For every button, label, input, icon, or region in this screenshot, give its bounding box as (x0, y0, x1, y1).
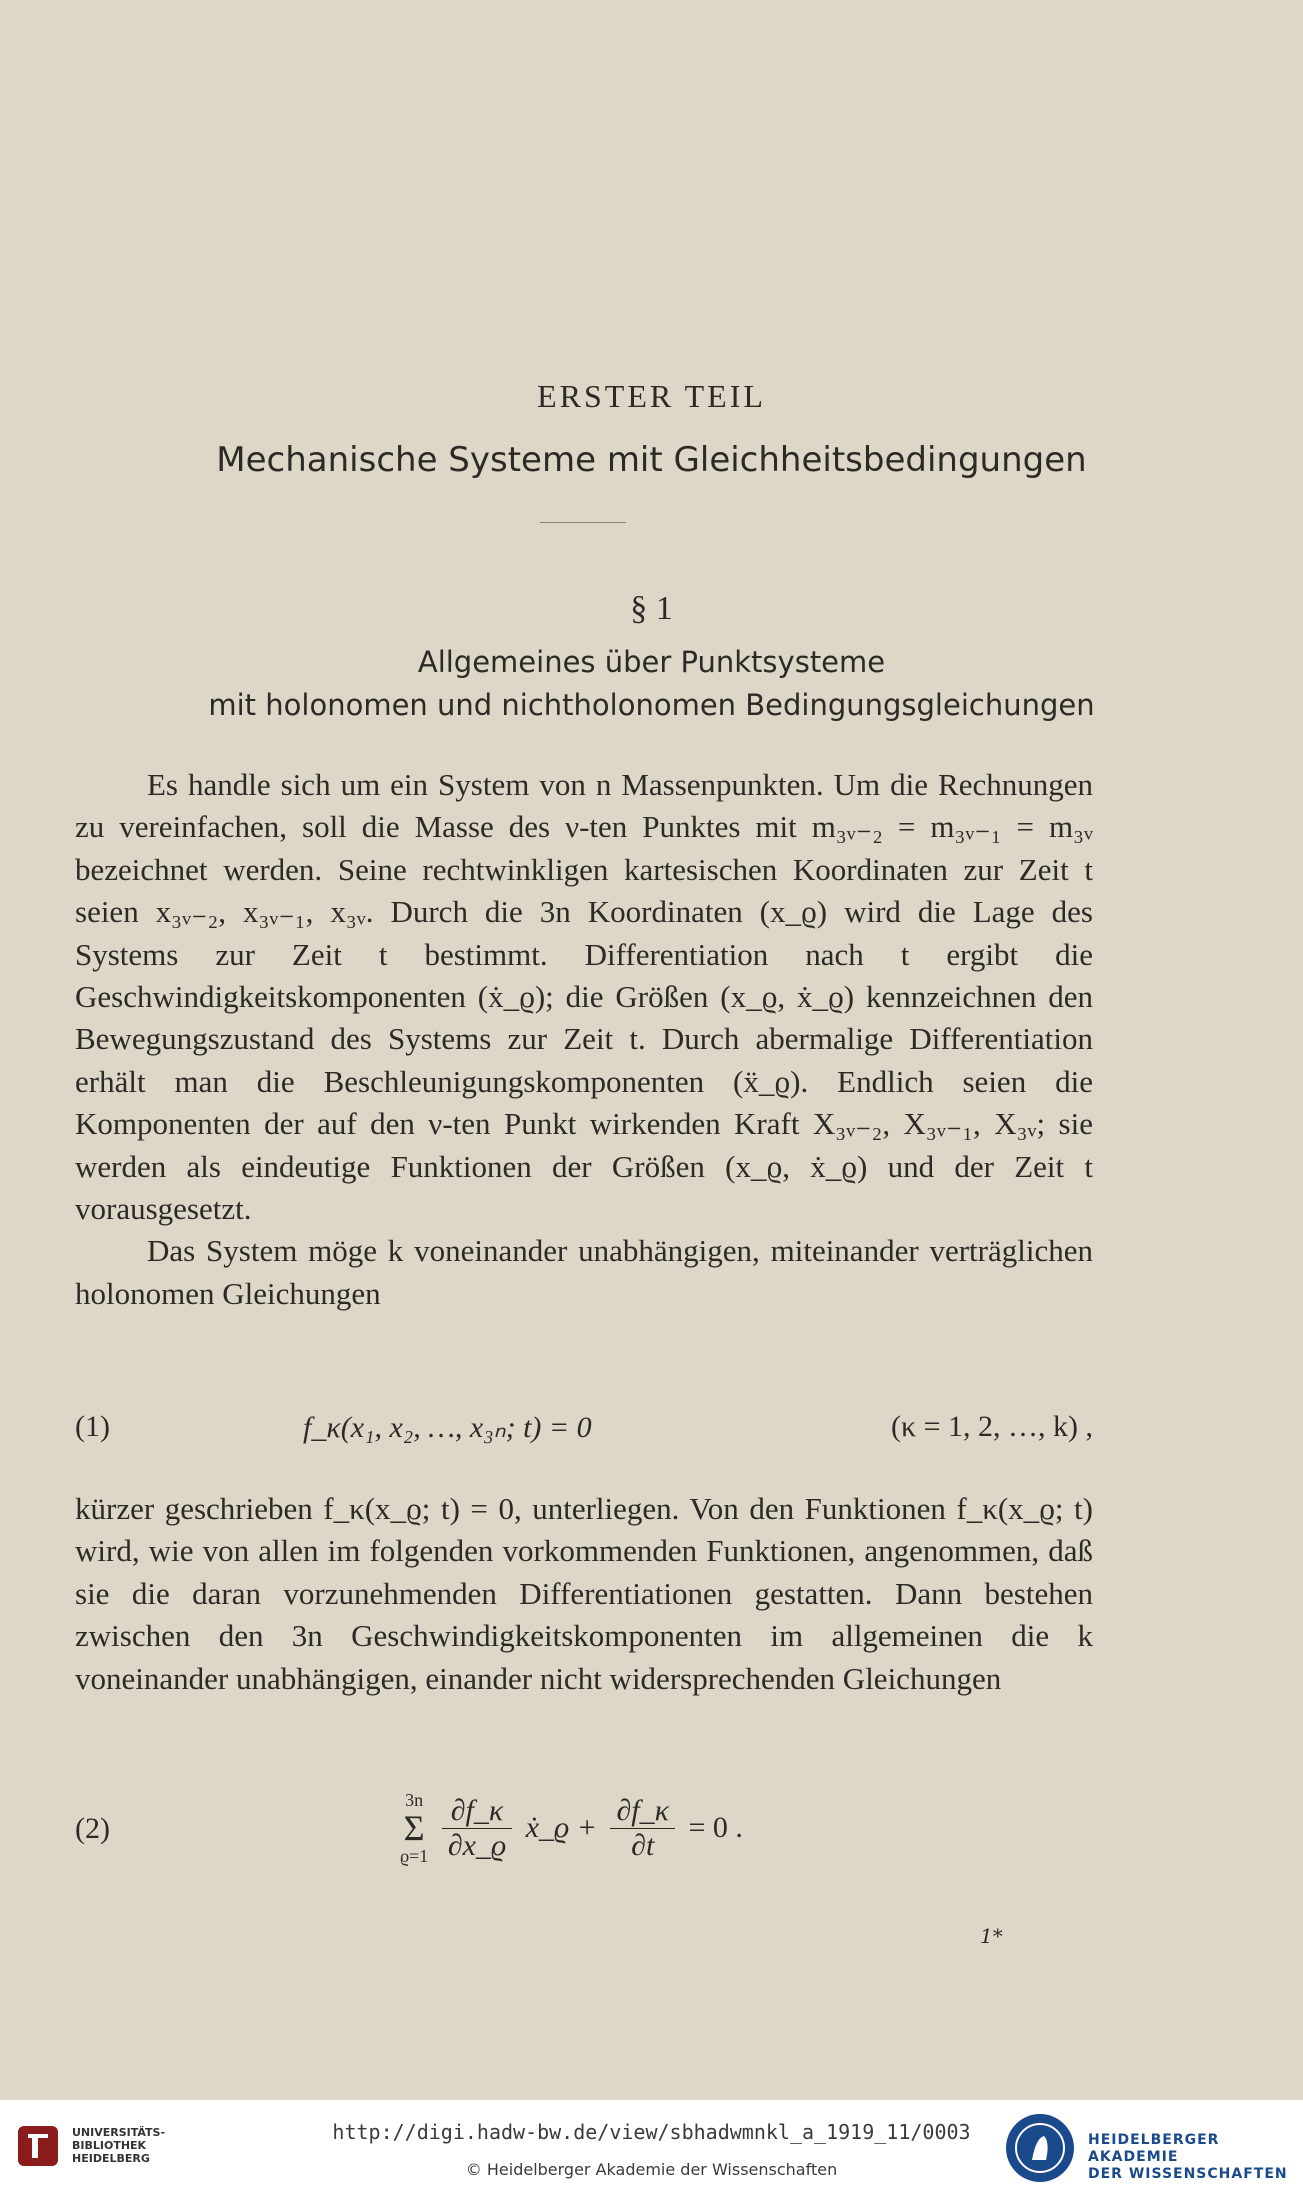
equation-1-condition: (κ = 1, 2, …, k) , (890, 1410, 1093, 1443)
velocity-term: ẋ_ϱ + (525, 1811, 597, 1844)
divider (540, 522, 626, 523)
source-url-link[interactable]: http://digi.hadw-bw.de/view/sbhadwmnkl_a_1919_11/0003 (332, 2120, 971, 2144)
fraction-1-numerator: ∂f_κ (442, 1794, 512, 1829)
summation (400, 1790, 428, 1866)
section-title-line-2: mit holonomen und nichtholonomen Bedingungsgleichungen (208, 688, 1095, 722)
equation-1-number: (1) (75, 1410, 110, 1443)
paragraph-1: Es handle sich um ein System von n Massenpunkten. Um die Rechnungen zu vereinfachen, soll die Masse des ν-ten Punktes mit m₃ᵥ₋₂ = m₃ᵥ₋₁ = m₃ᵥ bezeichnet werden. Seine rechtwinkligen kartesischen Koordinaten zur Zeit t seien x₃ᵥ₋₂, x₃ᵥ₋₁, x₃ᵥ. Durch die 3n Koordinaten (x_ϱ) wird die Lage des Systems zur Zeit t bestimmt. Differentiation nach t ergibt die Geschwindigkeitskomponenten (ẋ_ϱ); die Größen (x_ϱ, ẋ_ϱ) kennzeichnen den Bewegungszustand des Systems zur Zeit t. Durch abermalige Differentiation erhält man die Beschleunigungskomponenten (ẍ_ϱ). Endlich seien die Komponenten der auf den ν-ten Punkt wirkenden Kraft X₃ᵥ₋₂, X₃ᵥ₋₁, X₃ᵥ; sie werden als eindeutige Funktionen der Größen (x_ϱ, ẋ_ϱ) und der Zeit t vorausgesetzt. (75, 767, 1093, 1227)
section-number: § 1 (630, 590, 673, 627)
paragraph-2: Das System möge k voneinander unabhängigen, miteinander verträglichen holonomen Gleichungen (75, 1233, 1093, 1311)
fraction-1-denominator: ∂x_ϱ (447, 1828, 507, 1862)
part-subtitle: Mechanische Systeme mit Gleichheitsbedingungen (216, 440, 1087, 480)
paragraph-block-2 (75, 1488, 1093, 1700)
section-title-line-1: Allgemeines über Punktsysteme (417, 645, 886, 679)
library-name: UNIVERSITÄTS- BIBLIOTHEK HEIDELBERG (72, 2126, 166, 2165)
fraction-1 (442, 1794, 512, 1863)
equation-1-formula: f_κ(x₁, x₂, …, x₃ₙ; t) = 0 (303, 1411, 592, 1444)
academy-seal-icon (1006, 2114, 1074, 2182)
equation-2 (75, 1790, 1093, 1880)
sum-upper-limit: 3n (405, 1790, 424, 1810)
sum-sign: Σ (403, 1808, 425, 1848)
paragraph-3: kürzer geschrieben f_κ(x_ϱ; t) = 0, unterliegen. Von den Funktionen f_κ(x_ϱ; t) wird, wie von allen im folgenden vorkommenden Funktionen, angenommen, daß sie die daran vorzunehmenden Differentiationen gestatten. Dann bestehen zwischen den 3n Geschwindigkeitskomponenten im allgemeinen die k voneinander unabhängigen, einander nicht widersprechenden Gleichungen (75, 1491, 1093, 1696)
fraction-2 (610, 1794, 675, 1863)
part-title: ERSTER TEIL (537, 378, 766, 414)
equation-2-tail: = 0 . (688, 1811, 743, 1844)
equation-2-formula (400, 1790, 743, 1866)
fraction-2-numerator: ∂f_κ (610, 1794, 675, 1829)
sum-lower-limit: ϱ=1 (400, 1846, 429, 1866)
academy-name: HEIDELBERGER AKADEMIE DER WISSENSCHAFTEN (1088, 2132, 1288, 2182)
fraction-2-denominator: ∂t (631, 1828, 655, 1862)
paragraph-block-1 (75, 764, 1093, 1315)
equation-2-number: (2) (75, 1812, 110, 1845)
page-signature: 1* (980, 1924, 1003, 1948)
copyright-notice: © Heidelberger Akademie der Wissenschaften (465, 2160, 838, 2179)
footer (0, 2100, 1303, 2193)
